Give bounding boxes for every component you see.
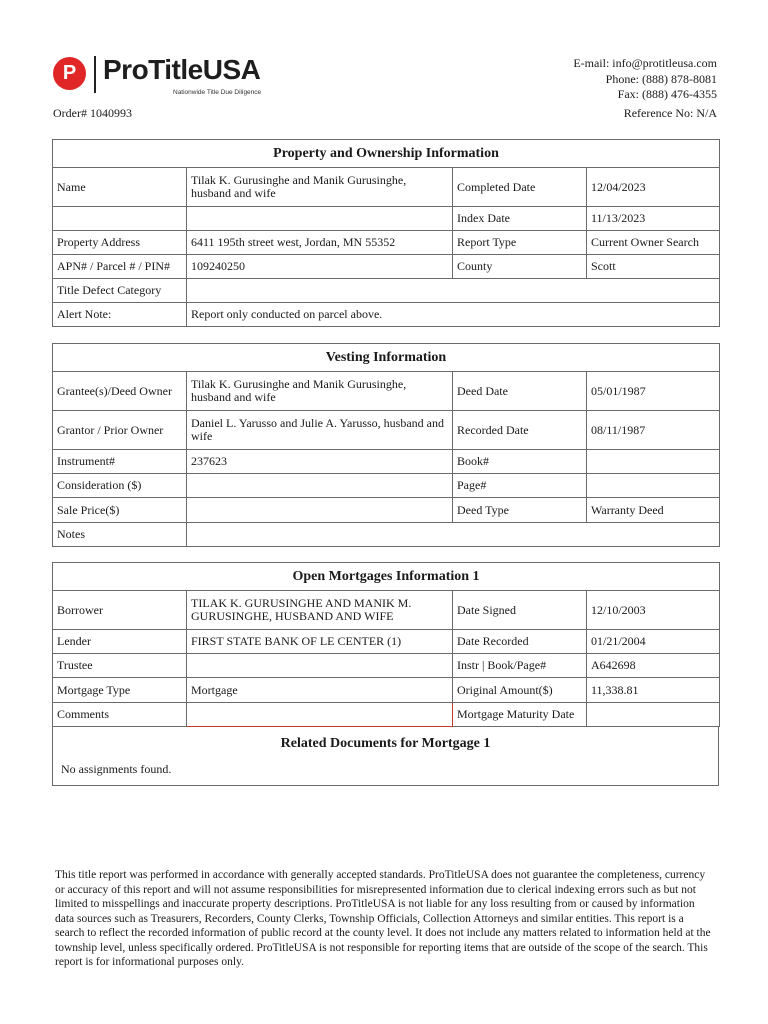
field-label: APN# / Parcel # / PIN#	[53, 255, 187, 279]
owner-name: Tilak K. Gurusinghe and Manik Gurusinghe, husband and wife	[187, 168, 453, 207]
field-label: Grantor / Prior Owner	[53, 411, 187, 450]
original-amount: 11,338.81	[587, 678, 720, 703]
mortgage-table	[52, 562, 720, 727]
mortgage-type: Mortgage	[187, 678, 453, 703]
field-label: Lender	[53, 630, 187, 654]
field-label: Index Date	[453, 207, 587, 231]
field-label: County	[453, 255, 587, 279]
brand-tagline: Nationwide Title Due Diligence	[173, 89, 262, 96]
protitleusa-logo	[53, 54, 283, 98]
apn-number: 109240250	[187, 255, 453, 279]
contact-fax: Fax: (888) 476-4355	[617, 87, 717, 101]
field-label: Sale Price($)	[53, 498, 187, 523]
index-date: 11/13/2023	[587, 207, 720, 231]
field-label: Book#	[453, 450, 587, 474]
instrument-book-page: A642698	[587, 654, 720, 678]
trustee	[187, 654, 453, 678]
field-label: Name	[53, 168, 187, 207]
property-ownership-table	[52, 139, 720, 327]
field-label: Alert Note:	[53, 303, 187, 327]
comments-field[interactable]	[187, 703, 453, 727]
date-signed: 12/10/2003	[587, 591, 720, 630]
contact-email: E-mail: info@protitleusa.com	[573, 56, 717, 70]
sale-price	[187, 498, 453, 523]
field-label: Notes	[53, 523, 187, 547]
alert-note: Report only conducted on parcel above.	[187, 303, 720, 327]
related-documents	[52, 726, 719, 786]
field-label: Mortgage Type	[53, 678, 187, 703]
related-documents-title: Related Documents for Mortgage 1	[280, 736, 491, 751]
reference-number: Reference No: N/A	[623, 106, 717, 120]
maturity-date	[587, 703, 720, 727]
field-label: Page#	[453, 474, 587, 498]
order-number: Order# 1040993	[53, 106, 132, 120]
field-label: Instrument#	[53, 450, 187, 474]
grantor: Daniel L. Yarusso and Julie A. Yarusso, husband and wife	[187, 411, 453, 450]
contact-info	[573, 56, 717, 103]
property-address: 6411 195th street west, Jordan, MN 55352	[187, 231, 453, 255]
borrower: TILAK K. GURUSINGHE AND MANIK M. GURUSINGHE, HUSBAND AND WIFE	[187, 591, 453, 630]
contact-phone: Phone: (888) 878-8081	[605, 71, 717, 86]
lender: FIRST STATE BANK OF LE CENTER (1)	[187, 630, 453, 654]
consideration	[187, 474, 453, 498]
completed-date: 12/04/2023	[587, 168, 720, 207]
date-recorded: 01/21/2004	[587, 630, 720, 654]
section-title: Vesting Information	[53, 344, 720, 372]
disclaimer: This title report was performed in accordance with generally accepted standards. ProTitleUSA does not guarantee the completeness, currency or accuracy of this report and will not assume responsibilities for misrepresented information due to clerical indexing errors such as but not limited to misspellings and inaccurate property descriptions. ProTitleUSA is not liable for any loss resulting from or caused by information data sources such as Treasurers, Recorders, County Clerks, Township Officials, Collection Attorneys and similar entities. This report is a search to reflect the recorded information of public record at the county level. It does not include any matters related to information held at the township level, unless specifically ordered. ProTitleUSA is not responsible for reporting items that are outside of the scope of the search. This report is for informational purposes only.	[55, 869, 711, 968]
field-label: Instr | Book/Page#	[453, 654, 587, 678]
recorded-date: 08/11/1987	[587, 411, 720, 450]
field-label: Original Amount($)	[453, 678, 587, 703]
deed-type: Warranty Deed	[587, 498, 720, 523]
field-label: Trustee	[53, 654, 187, 678]
field-label: Report Type	[453, 231, 587, 255]
report-header	[53, 54, 717, 124]
title-defect-category	[187, 279, 720, 303]
related-documents-text: No assignments found.	[61, 762, 172, 776]
report-type: Current Owner Search	[587, 231, 720, 255]
field-label: Mortgage Maturity Date	[453, 703, 587, 727]
field-label: Comments	[53, 703, 187, 727]
field-label: Consideration ($)	[53, 474, 187, 498]
field-label: Date Recorded	[453, 630, 587, 654]
field-label: Date Signed	[453, 591, 587, 630]
section-title: Open Mortgages Information 1	[53, 563, 720, 591]
section-title: Property and Ownership Information	[53, 140, 720, 168]
book-number	[587, 450, 720, 474]
logo-mark-icon: P	[53, 57, 86, 90]
field-label: Deed Date	[453, 372, 587, 411]
page-number	[587, 474, 720, 498]
county: Scott	[587, 255, 720, 279]
field-label: Title Defect Category	[53, 279, 187, 303]
brand-name: ProTitleUSA	[103, 54, 261, 85]
field-label: Completed Date	[453, 168, 587, 207]
logo-divider	[94, 56, 96, 93]
field-label: Property Address	[53, 231, 187, 255]
vesting-table	[52, 343, 720, 547]
grantee: Tilak K. Gurusinghe and Manik Gurusinghe, husband and wife	[187, 372, 453, 411]
field-label: Deed Type	[453, 498, 587, 523]
field-label: Borrower	[53, 591, 187, 630]
field-label: Recorded Date	[453, 411, 587, 450]
field-label: Grantee(s)/Deed Owner	[53, 372, 187, 411]
instrument-number: 237623	[187, 450, 453, 474]
deed-date: 05/01/1987	[587, 372, 720, 411]
notes	[187, 523, 720, 547]
